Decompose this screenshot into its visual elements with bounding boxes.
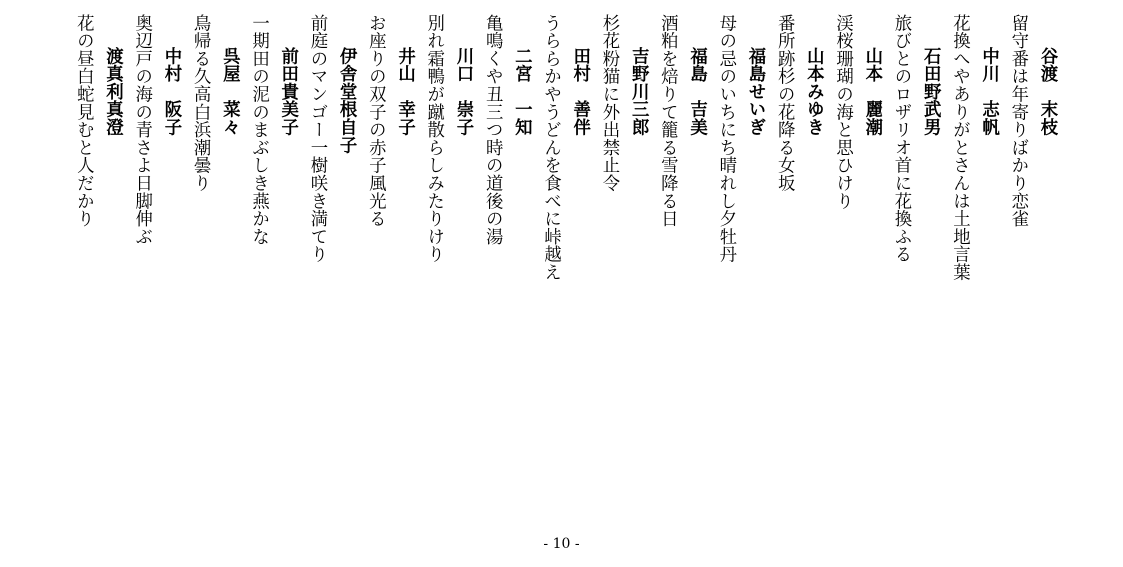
haiku-text: 渓桜珊瑚の海と思ひけり (832, 14, 853, 210)
author-name: 谷渡 末枝 (1037, 47, 1057, 137)
haiku-text: 留守番は年寄りばかり恋雀 (1007, 14, 1028, 228)
haiku-entry (360, 14, 418, 514)
haiku-text: 杉花粉猫に外出禁止令 (598, 14, 619, 192)
haiku-text: 母の忌のいちにち晴れし夕牡丹 (715, 14, 736, 264)
haiku-text: 花の昼白蛇見むと人だかり (73, 14, 94, 228)
haiku-text: 鳥帰る久高白浜潮曇り (190, 14, 211, 192)
haiku-text: 別れ霜鴨が蹴散らしみたりけり (423, 14, 444, 264)
author-name: 渡真利真澄 (102, 47, 123, 137)
haiku-entry (769, 14, 827, 514)
haiku-entry (419, 14, 477, 514)
haiku-entry (477, 14, 535, 514)
haiku-entry (594, 14, 652, 514)
haiku-entry (652, 14, 710, 514)
haiku-entry (944, 14, 1002, 514)
author-name: 山本みゆき (803, 47, 824, 137)
haiku-text: 花換へやありがとさんは土地言葉 (949, 14, 970, 281)
haiku-entry (535, 14, 593, 514)
haiku-entry (302, 14, 360, 514)
page-number: - 10 - (543, 536, 580, 552)
author-name: 井山 幸子 (394, 47, 415, 137)
haiku-entry (243, 14, 301, 514)
haiku-column-area (68, 14, 1061, 514)
author-name: 川口 崇子 (452, 47, 473, 137)
author-name: 二宮 一知 (511, 47, 532, 137)
haiku-text: うららかやうどんを食べに峠越え (540, 14, 561, 281)
haiku-text: 奥辺戸の海の青さよ日脚伸ぶ (131, 14, 152, 246)
haiku-entry (1003, 14, 1061, 514)
haiku-text: 番所跡杉の花降る女坂 (774, 14, 795, 192)
author-name: 吉野川三郎 (628, 47, 649, 137)
haiku-text: 一期田の泥のまぶしき燕かな (248, 14, 269, 246)
author-name: 田村 善伴 (569, 47, 590, 137)
author-name: 伊舎堂根自子 (336, 47, 357, 154)
author-name: 福島せいぎ (744, 47, 765, 137)
haiku-text: 亀鳴くや丑三つ時の道後の湯 (482, 14, 503, 246)
haiku-entry (886, 14, 944, 514)
author-name: 福島 吉美 (686, 47, 707, 137)
haiku-entry (827, 14, 885, 514)
haiku-text: 酒粕を焙りて籠る雪降る日 (657, 14, 678, 228)
haiku-entry (711, 14, 769, 514)
haiku-entry (68, 14, 126, 514)
author-name: 呉屋 菜々 (219, 47, 240, 137)
author-name: 石田野武男 (920, 47, 941, 137)
author-name: 山本 麗潮 (861, 47, 882, 137)
haiku-text: 旅びとのロザリオ首に花換ふる (890, 14, 911, 264)
haiku-text: 前庭のマンゴー一樹咲き満てり (306, 14, 327, 264)
haiku-entry (127, 14, 185, 514)
author-name: 中川 志帆 (978, 47, 999, 137)
author-name: 前田貴美子 (277, 47, 298, 137)
haiku-entry (185, 14, 243, 514)
author-name: 中村 阪子 (160, 47, 181, 137)
haiku-text: お座りの双子の赤子風光る (365, 14, 386, 228)
